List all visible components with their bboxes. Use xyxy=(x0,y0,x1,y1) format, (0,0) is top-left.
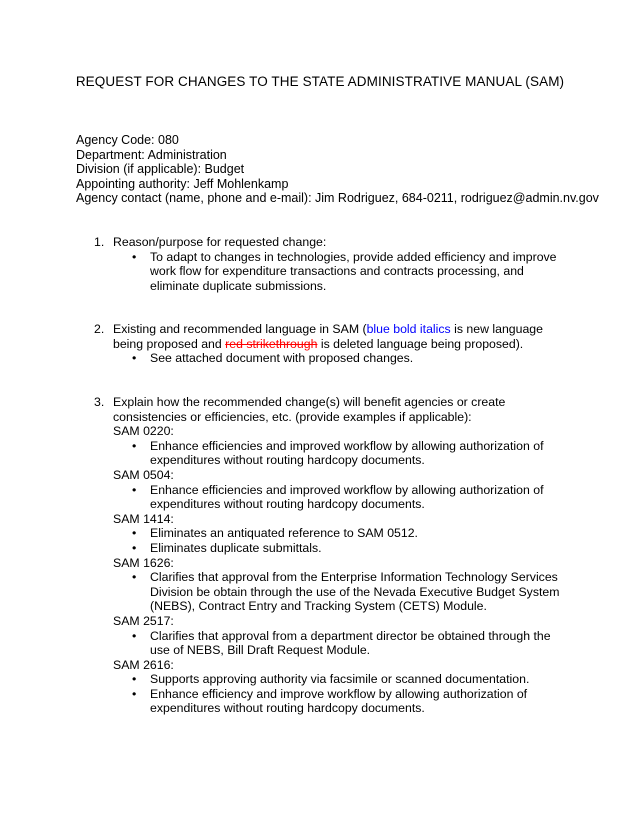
bullet-list xyxy=(113,250,564,294)
sam-label: SAM 1626: xyxy=(113,555,174,570)
sam-section-1414 xyxy=(113,512,564,556)
list-item: • Enhance efficiencies and improved workflow by allowing authorization of expenditures without routing hardcopy documents. xyxy=(132,438,544,468)
sam-section-0504 xyxy=(113,468,564,512)
sam-label: SAM 0504: xyxy=(113,467,174,482)
bullet-list xyxy=(113,526,564,555)
bullet-icon: • xyxy=(132,438,137,453)
bullet-icon: • xyxy=(132,526,137,541)
agency-info xyxy=(76,133,599,206)
item-number: 3. xyxy=(94,395,105,409)
sam-label: SAM 2616: xyxy=(113,657,174,672)
list-item: • To adapt to changes in technologies, provide added efficiency and improve work flow for expenditure transactions and contracts processing, and eliminate duplicate submissions. xyxy=(132,249,557,293)
deleted-language-legend: red strikethrough xyxy=(225,336,318,351)
bullet-icon: • xyxy=(132,249,137,264)
list-item: • Clarifies that approval from a department director be obtained through the use of NEBS, Bill Draft Request Module. xyxy=(132,628,551,658)
item-number: 2. xyxy=(94,322,105,336)
bullet-list xyxy=(113,351,564,366)
bullet-icon: • xyxy=(132,482,137,497)
page-title: REQUEST FOR CHANGES TO THE STATE ADMINISTRATIVE MANUAL (SAM) xyxy=(75,74,565,89)
sam-section-2517 xyxy=(113,614,564,658)
bullet-icon: • xyxy=(132,540,137,555)
sam-section-2616 xyxy=(113,658,564,716)
sam-section-0220 xyxy=(113,424,564,468)
bullet-icon: • xyxy=(132,672,137,687)
sam-label: SAM 0220: xyxy=(113,424,174,439)
bullet-icon: • xyxy=(132,686,137,701)
sam-section-1626 xyxy=(113,556,564,614)
list-item: • Enhance efficiencies and improved workflow by allowing authorization of expenditures without routing hardcopy documents. xyxy=(132,482,544,512)
list-item: • See attached document with proposed changes. xyxy=(132,351,414,366)
bullet-list xyxy=(113,483,564,512)
bullet-list xyxy=(113,672,564,716)
item-heading: Existing and recommended language in SAM (blue bold italics is new language being proposed and red strikethrough is deleted language being proposed). xyxy=(113,322,543,351)
bullet-list xyxy=(113,629,564,658)
sam-label: SAM 1414: xyxy=(113,511,174,526)
division: Division (if applicable): Budget xyxy=(76,162,245,177)
bullet-list xyxy=(113,570,564,614)
item-number: 1. xyxy=(94,235,105,249)
bullet-icon: • xyxy=(132,628,137,643)
appointing-authority: Appointing authority: Jeff Mohlenkamp xyxy=(76,176,289,191)
list-item: • Enhance efficiency and improve workflow by allowing authorization of expenditures without routing hardcopy documents. xyxy=(132,686,528,716)
list-item: • Supports approving authority via facsimile or scanned documentation. xyxy=(132,672,530,687)
bullet-list xyxy=(113,439,564,468)
department: Department: Administration xyxy=(76,147,227,162)
item-1 xyxy=(94,235,564,293)
agency-contact: Agency contact (name, phone and e-mail): Jim Rodriguez, 684-0211, rodriguez@admin.nv.gov xyxy=(76,191,599,206)
new-language-legend: blue bold italics xyxy=(366,322,451,336)
sam-label: SAM 2517: xyxy=(113,613,174,628)
list-item: • Clarifies that approval from the Enterprise Information Technology Services Division be obtain through the use of the Nevada Executive Budget System (NEBS), Contract Entry and Tracking System (CETS) Module. xyxy=(132,570,560,614)
list-item: • Eliminates duplicate submittals. xyxy=(132,540,322,555)
item-3 xyxy=(94,395,564,716)
bullet-icon: • xyxy=(132,570,137,585)
agency-code: Agency Code: 080 xyxy=(76,133,179,147)
item-heading: Reason/purpose for requested change: xyxy=(113,235,327,249)
bullet-icon: • xyxy=(132,351,137,366)
item-2 xyxy=(94,322,564,366)
list-item: • Eliminates an antiquated reference to SAM 0512. xyxy=(132,526,418,541)
item-heading: Explain how the recommended change(s) will benefit agencies or create consistencies or efficiencies, etc. (provide examples if applicable): xyxy=(113,395,506,424)
